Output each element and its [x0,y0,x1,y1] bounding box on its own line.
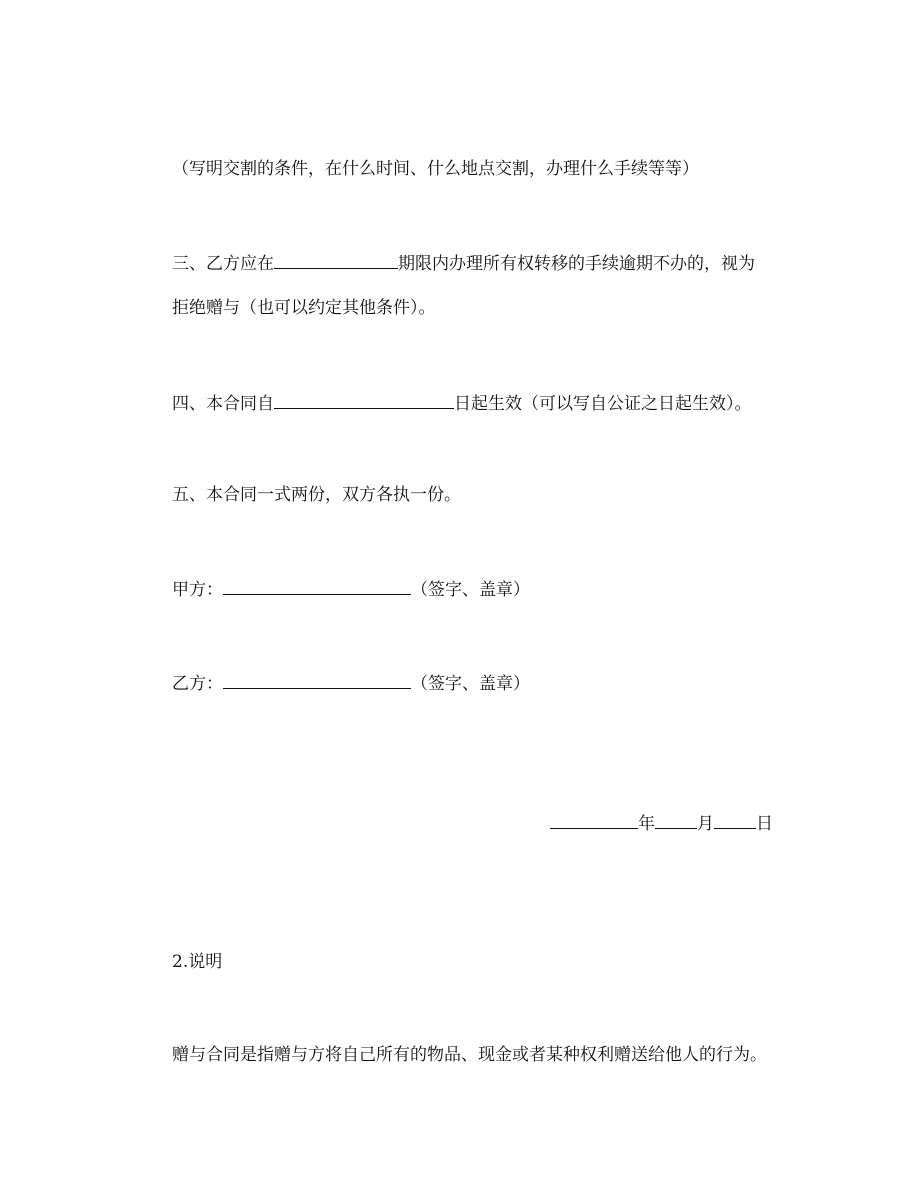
clause-four-suffix: 日起生效（可以写自公证之日起生效）。 [454,394,752,414]
transfer-period-blank [274,250,398,269]
party-a-signature-blank [223,576,411,595]
clause-three-prefix: 三、乙方应在 [172,254,274,274]
party-a-suffix: （签字、盖章） [411,580,530,600]
party-b-suffix: （签字、盖章） [411,674,530,694]
day-label: 日 [756,814,773,834]
party-b-label: 乙方： [172,674,223,694]
party-b-signature-blank [223,670,411,689]
explanation-paragraph: 赠与合同是指赠与方将自己所有的物品、现金或者某种权利赠送给他人的行为。 [172,1045,767,1065]
day-blank [714,810,756,829]
party-a-label: 甲方： [172,580,223,600]
party-b-signature-line [172,670,530,696]
year-label: 年 [638,814,655,834]
party-a-signature-line [172,576,530,602]
clause-three-line-2: 拒绝赠与（也可以约定其他条件）。 [172,298,436,318]
month-label: 月 [697,814,714,834]
note-paragraph: （写明交割的条件，在什么时间、什么地点交割，办理什么手续等等） [172,159,699,179]
date-line [550,810,773,836]
effective-date-blank [274,390,454,409]
clause-three-suffix: 期限内办理所有权转移的手续逾期不办的，视为 [398,254,755,274]
year-blank [550,810,638,829]
month-blank [655,810,697,829]
clause-four-prefix: 四、本合同自 [172,394,274,414]
section-heading: 2.说明 [172,952,223,972]
clause-three-line-1 [172,250,755,276]
clause-four [172,390,752,416]
clause-five: 五、本合同一式两份，双方各执一份。 [172,485,461,505]
